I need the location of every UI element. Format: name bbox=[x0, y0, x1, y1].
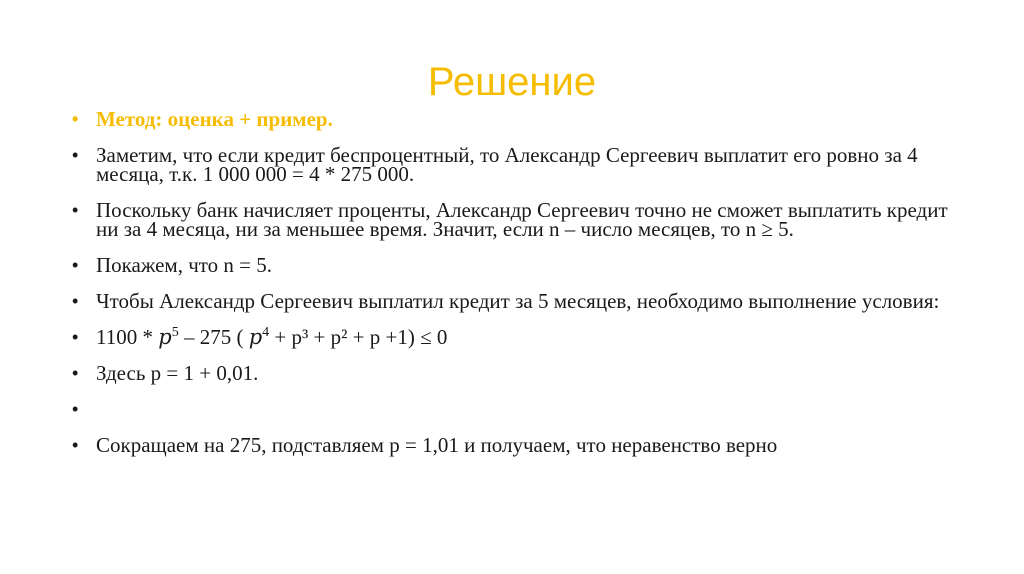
formula-mid: – 275 ( bbox=[178, 325, 249, 349]
bullet-item-show bbox=[72, 253, 952, 277]
bullet-text: Заметим, что если кредит беспроцентный, то Александр Сергеевич выплатит его ровно за 4 месяца, т.к. 1 000 000 = 4 * 275 000. bbox=[96, 143, 918, 186]
bullet-icon: • bbox=[72, 399, 79, 419]
bullet-item-empty bbox=[72, 400, 952, 419]
bullet-item-method bbox=[72, 107, 952, 131]
bullet-item-estimate bbox=[72, 198, 952, 241]
bullet-item-conclusion bbox=[72, 433, 952, 457]
formula-tail: + p³ + p² + p +1) ≤ 0 bbox=[269, 325, 448, 349]
formula-lead: 1100 * bbox=[96, 325, 159, 349]
formula-exponent: 4 bbox=[262, 325, 270, 340]
formula bbox=[96, 325, 447, 349]
bullet-text: Чтобы Александр Сергеевич выплатил кредит за 5 месяцев, необходимо выполнение условия: bbox=[96, 289, 940, 313]
bullet-text: Сокращаем на 275, подставляем p = 1,01 и получаем, что неравенство верно bbox=[96, 433, 778, 457]
bullet-text: Поскольку банк начисляет проценты, Александр Сергеевич точно не сможет выплатить кредит ни за 4 месяца, ни за меньшее время. Значит, если n – число месяцев, то n ≥ 5. bbox=[96, 198, 948, 241]
bullet-icon: • bbox=[72, 291, 79, 311]
bullet-icon: • bbox=[72, 109, 79, 129]
formula-p-variable: p bbox=[158, 325, 172, 349]
bullet-icon: • bbox=[72, 145, 79, 165]
slide-title: Решение bbox=[427, 60, 597, 104]
bullet-item-p-value bbox=[72, 361, 952, 385]
formula-exponent: 5 bbox=[171, 325, 179, 340]
bullet-icon: • bbox=[72, 200, 79, 220]
bullet-text: Здесь p = 1 + 0,01. bbox=[96, 361, 259, 385]
bullet-icon: • bbox=[72, 255, 79, 275]
bullet-icon: • bbox=[72, 435, 79, 455]
bullet-icon: • bbox=[72, 327, 79, 347]
bullet-list bbox=[72, 107, 952, 472]
bullet-icon: • bbox=[72, 363, 79, 383]
bullet-item-condition bbox=[72, 289, 952, 313]
formula-p-variable: p bbox=[248, 325, 263, 349]
bullet-item-formula bbox=[72, 325, 952, 349]
bullet-item-no-interest bbox=[72, 143, 952, 186]
bullet-text: Метод: оценка + пример. bbox=[96, 107, 333, 131]
bullet-text: Покажем, что n = 5. bbox=[96, 253, 273, 277]
